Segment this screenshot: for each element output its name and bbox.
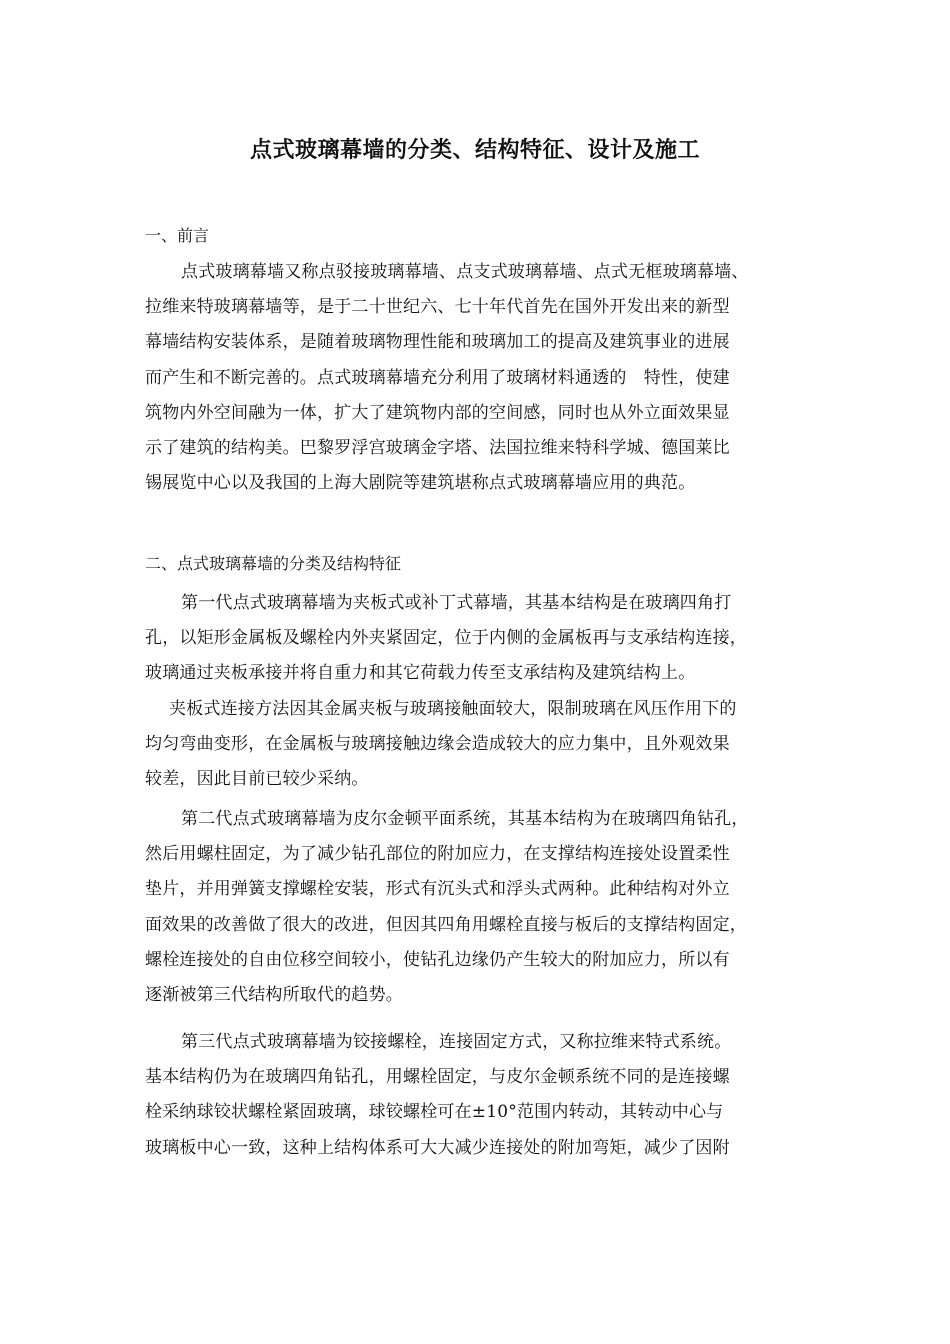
paragraph-line: 锡展览中心以及我国的上海大剧院等建筑堪称点式玻璃幕墙应用的典范。: [145, 473, 696, 494]
paragraph-clamp-drawbacks: [145, 692, 810, 798]
paragraph-line: 较差，因此目前已较少采纳。: [145, 769, 369, 790]
paragraph-line: 面效果的改善做了很大的改进，但因其四角用螺栓直接与板后的支撑结构固定，: [145, 914, 747, 935]
paragraph-line: 幕墙结构安装体系，是随着玻璃物理性能和玻璃加工的提高及建筑事业的进展: [145, 332, 730, 353]
paragraph-first-generation: [145, 586, 810, 692]
paragraph-line: 基本结构仍为在玻璃四角钻孔，用螺栓固定，与皮尔金顿系统不同的是连接螺: [145, 1067, 730, 1088]
paragraph-line: 拉维来特玻璃幕墙等，是于二十世纪六、七十年代首先在国外开发出来的新型: [145, 297, 730, 318]
paragraph-line: 螺栓连接处的自由位移空间较小，使钻孔边缘仍产生较大的附加应力，所以有: [145, 949, 730, 970]
document-title: 点式玻璃幕墙的分类、结构特征、设计及施工: [249, 138, 700, 163]
paragraph-line: 而产生和不断完善的。点式玻璃幕墙充分利用了玻璃材料通透的 特性，使建: [145, 367, 730, 388]
paragraph-line: 筑物内外空间融为一体，扩大了建筑物内部的空间感，同时也从外立面效果显: [145, 402, 730, 423]
paragraph-line: 夹板式连接方法因其金属夹板与玻璃接触面较大，限制玻璃在风压作用下的: [169, 699, 737, 719]
paragraph-line: 然后用螺柱固定，为了减少钻孔部位的附加应力，在支撑结构连接处设置柔性: [145, 844, 730, 865]
paragraph-line: 点式玻璃幕墙又称点驳接玻璃幕墙、点支式玻璃幕墙、点式无框玻璃幕墙、: [181, 262, 749, 282]
paragraph-second-generation: [145, 802, 810, 1013]
section-heading-preface: 一、前言: [145, 226, 210, 245]
paragraph-line: 垫片，并用弹簧支撑螺栓安装，形式有沉头式和浮头式两种。此种结构对外立: [145, 879, 730, 900]
paragraph-third-generation: [145, 1025, 810, 1166]
paragraph-line: 第三代点式玻璃幕墙为铰接螺栓，连接固定方式，又称拉维来特式系统。: [181, 1032, 732, 1052]
paragraph-line: 玻璃通过夹板承接并将自重力和其它荷载力传至支承结构及建筑结构上。: [145, 663, 696, 684]
paragraph-line: 第一代点式玻璃幕墙为夹板式或补丁式幕墙，其基本结构是在玻璃四角打: [181, 593, 732, 613]
paragraph-line: 孔，以矩形金属板及螺栓内外夹紧固定，位于内侧的金属板再与支承结构连接，: [145, 628, 747, 649]
paragraph-line: 第二代点式玻璃幕墙为皮尔金顿平面系统，其基本结构为在玻璃四角钻孔，: [181, 809, 749, 829]
paragraph-preface: [145, 255, 810, 501]
section-heading-classification: 二、点式玻璃幕墙的分类及结构特征: [145, 554, 402, 573]
paragraph-line: 栓采纳球铰状螺栓紧固玻璃，球铰螺栓可在±10°范围内转动，其转动中心与: [145, 1102, 724, 1123]
paragraph-line: 玻璃板中心一致，这种上结构体系可大大减少连接处的附加弯矩，减少了因附: [145, 1137, 730, 1158]
paragraph-line: 逐渐被第三代结构所取代的趋势。: [145, 985, 403, 1006]
paragraph-line: 均匀弯曲变形，在金属板与玻璃接触边缘会造成较大的应力集中，且外观效果: [145, 734, 730, 755]
paragraph-line: 示了建筑的结构美。巴黎罗浮宫玻璃金字塔、法国拉维来特科学城、德国莱比: [145, 438, 730, 459]
